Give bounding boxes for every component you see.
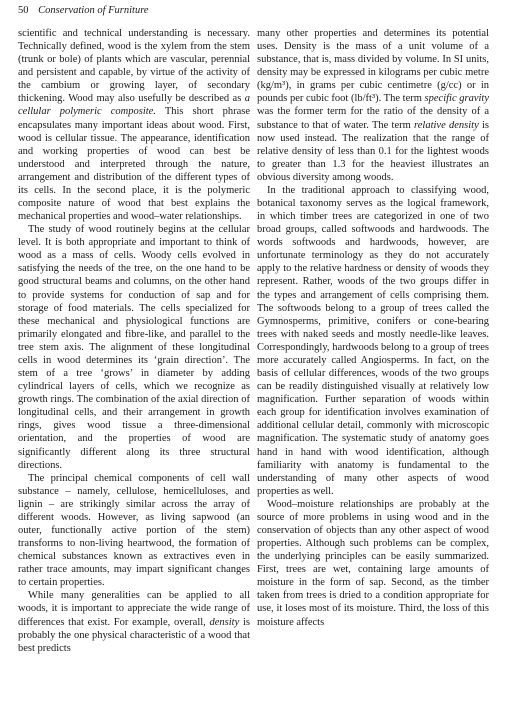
emphasis: a cellular polymeric composite. <box>18 93 250 118</box>
emphasis: relative density <box>414 119 479 131</box>
text-run: This short phrase encapsulates many important ideas about wood. First, wood is cellular tissue. The appearance, identification and working properties of wood can best be understood and interpreted through the nature, arrangement and distribution of the different types of its cells. In the second place, it is the polymeric composite nature of wood that best explains the mechanical properties and wood–water relationships. <box>18 106 250 223</box>
emphasis: specific gravity <box>424 93 489 105</box>
paragraph <box>257 27 489 184</box>
paragraph <box>18 589 250 654</box>
text-run: scientific and technical understanding is necessary. Technically defined, wood is the xylem from the stem (trunk or bole) of plants which are vascular, perennial and persistent and capable, by virtue of the activity of the cambium or growing layer, of secondary thickening. Wood may also usefully be described as <box>18 28 250 105</box>
text-run: is now used instead. The realization that the range of relative density of less than 0.1 for the lightest woods to greater than 1.3 for the heaviest illustrates an obvious diversity among woods. <box>257 119 489 183</box>
right-column <box>257 27 489 629</box>
text-run: is probably the one physical characteristic of a wood that best predicts <box>18 616 250 654</box>
text-run: While many generalities can be applied to all woods, it is important to appreciate the wide range of differences that exist. For example, overall, <box>18 590 250 628</box>
text-run: was the former term for the ratio of the density of a substance to that of water. The term <box>257 106 489 131</box>
paragraph <box>18 27 250 223</box>
paragraph: The principal chemical components of cell wall substance – namely, cellulose, hemicelluloses, and lignin – are strikingly similar across the array of different woods. However, as living sapwood (an outer, functionally active portion of the stem) transforms to non-living heartwood, the formation of chemical substances known as extractives even in rather trace amounts, may impart significant changes to certain properties. <box>18 472 250 589</box>
page-number: 50 <box>18 5 29 16</box>
paragraph: Wood–moisture relationships are probably at the source of more problems in using wood and in the conservation of objects than any other aspect of wood properties. Although such problems can be complex, the underlying principles can be easily summarized. First, trees are wet, containing large amounts of moisture in the form of sap. Second, as the timber taken from trees is dried to a condition appropriate for use, it loses most of its moisture. Third, the loss of this moisture affects <box>257 498 489 628</box>
emphasis: density <box>209 616 240 628</box>
paragraph: In the traditional approach to classifying wood, botanical taxonomy serves as the logical framework, in which timber trees are categorized in one of two broad groups, called softwoods and hardwoods. The words softwoods and hardwoods, however, are unfortunate terminology as they do not accurately apply to the relative hardness or density of woods they represent. Rather, woods of the two groups differ in the types and arrangement of cells comprising them. The softwoods belong to a group of trees called the Gymnosperms, primitive, conifers or cone-bearing trees with naked seeds and mostly needle-like leaves. Correspondingly, hardwoods belong to a group of trees more accurately called Angiosperms. In fact, on the basis of cellular differences, woods of the two groups can be readily distinguished visually at relatively low magnification. Further separation of woods within each group for identification involves examination of additional cellular detail, commonly with microscopic magnification. The systematic study of anatomy goes hand in hand with wood identification, although familiarity with anatomy is fundamental to the understanding of many other aspects of wood properties as well. <box>257 184 489 497</box>
running-head <box>18 5 149 16</box>
text-run: many other properties and determines its potential uses. Density is the mass of a unit volume of a substance, that is, mass divided by volume. In SI units, density may be expressed in kilograms per cubic metre (kg/m³), in grams per cubic centimetre (g/cc) or in pounds per cubic foot (lb/ft³). The term <box>257 28 489 105</box>
paragraph: The study of wood routinely begins at the cellular level. It is both appropriate and important to think of wood as a mass of cells. Woody cells evolved in satisfying the needs of the tree, on the one hand to be good structural beams and columns, on the other hand to provide systems for conduction of sap and for storage of food materials. The cells specialized for these mechanical and physiological functions are primarily elongated and fibre-like, and parallel to the tree stem axis. The alignment of these longitudinal cells in wood determines its ‘grain direction’. The stem of a tree ‘grows’ in diameter by adding cylindrical layers of cells, which we recognize as growth rings. The combination of the axial direction of longitudinal cells, and their arrangement in growth rings, gives wood tissue a three-dimensional orientation, and the properties of wood are significantly different along its three structural directions. <box>18 224 250 471</box>
running-title: Conservation of Furniture <box>38 5 149 16</box>
left-column <box>18 27 250 655</box>
